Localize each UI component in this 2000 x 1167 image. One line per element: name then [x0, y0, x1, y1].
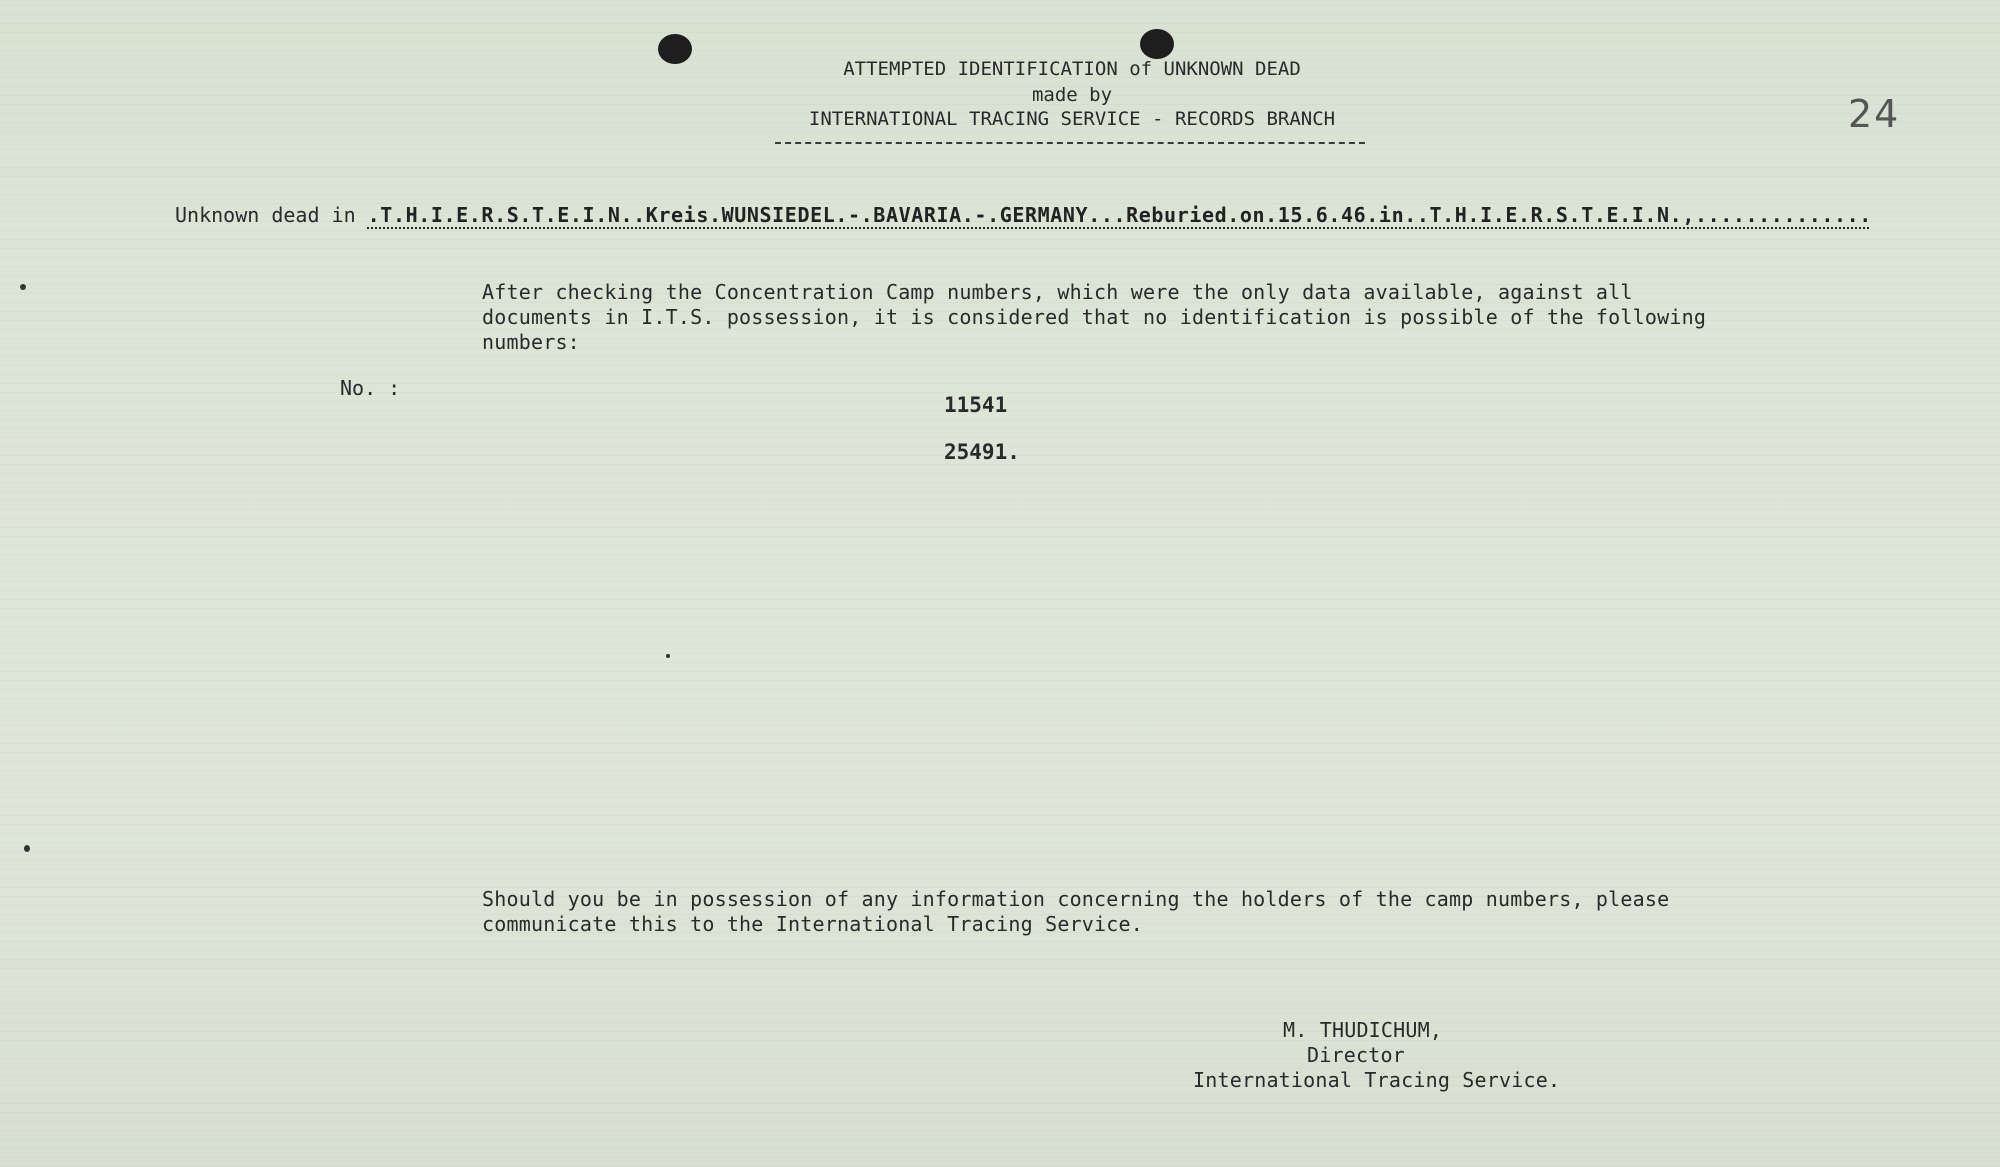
header-made-by: made by	[1031, 84, 1113, 106]
paper-speck	[666, 654, 670, 658]
signature-organization: International Tracing Service.	[1193, 1068, 1561, 1092]
information-request-paragraph: Should you be in possession of any information concerning the holders of the camp numbers, please communicate this to the International Tracing Service.	[482, 887, 1670, 936]
header-underline	[775, 142, 1365, 144]
page-number: 24	[1848, 92, 1901, 136]
unknown-dead-location: .T.H.I.E.R.S.T.E.I.N..Kreis.WUNSIEDEL.-.BAVARIA.-.GERMANY...Reburied.on.15.6.46.in..T.H.I.E.R.S.T.E.I.N.,..............	[367, 203, 1872, 227]
signature-name: M. THUDICHUM,	[1283, 1018, 1443, 1042]
header-organization: INTERNATIONAL TRACING SERVICE - RECORDS BRANCH	[808, 108, 1336, 130]
paper-speck	[20, 284, 26, 290]
camp-number-1: 11541	[944, 393, 1008, 417]
signature-title: Director	[1307, 1043, 1405, 1067]
unknown-dead-line	[175, 203, 1872, 227]
checking-paragraph: After checking the Concentration Camp numbers, which were the only data available, against all documents in I.T.S. possession, it is considered that no identification is possible of the following numbers:	[482, 280, 1707, 354]
numbers-label: No. :	[340, 376, 401, 400]
unknown-dead-label: Unknown dead in	[175, 203, 368, 227]
punch-hole-right	[1140, 29, 1174, 59]
paper-speck	[24, 845, 30, 852]
header-title: ATTEMPTED IDENTIFICATION of UNKNOWN DEAD	[843, 58, 1301, 80]
camp-number-2: 25491.	[944, 440, 1020, 464]
